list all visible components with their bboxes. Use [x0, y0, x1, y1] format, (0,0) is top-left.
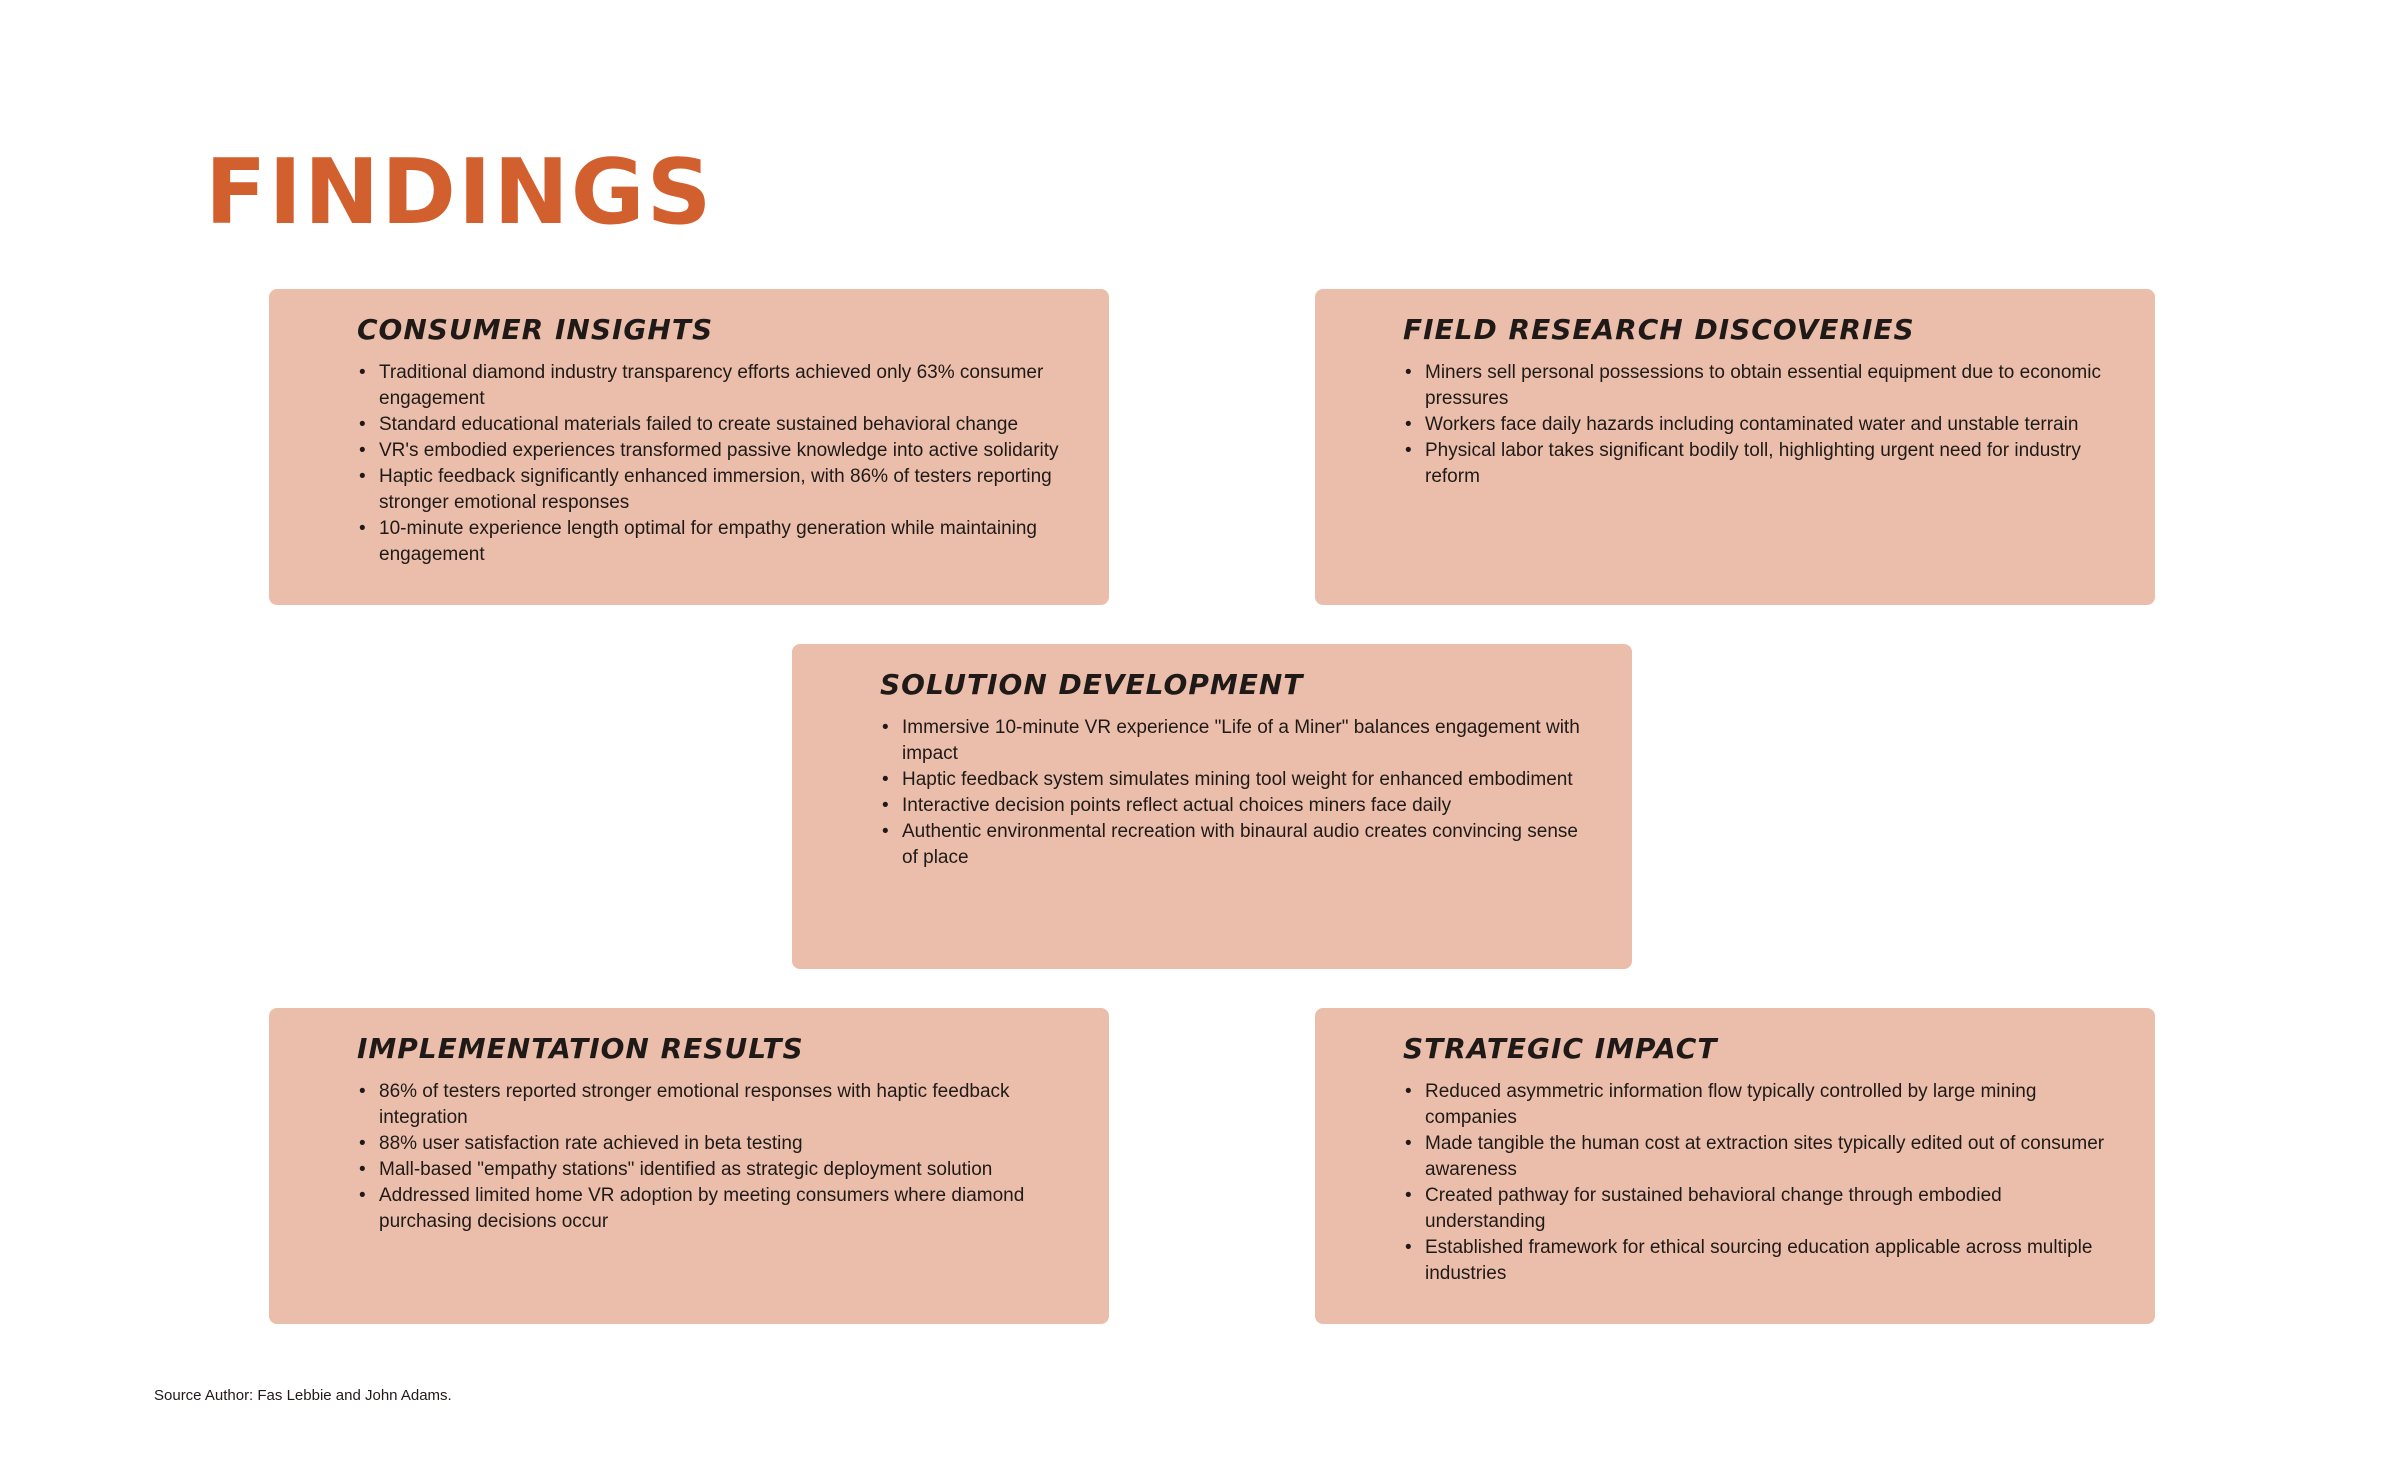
page-title: FINDINGS: [205, 140, 714, 245]
card-heading: IMPLEMENTATION RESULTS: [357, 1032, 804, 1065]
list-item: • Traditional diamond industry transparency efforts achieved only 63% consumer engagement: [357, 360, 1059, 412]
list-item: • Workers face daily hazards including contaminated water and unstable terrain: [1403, 412, 2105, 438]
consumer-insights-card: [269, 289, 1109, 605]
bullet-list: [1403, 1079, 2105, 1287]
card-heading: STRATEGIC IMPACT: [1403, 1032, 1718, 1065]
list-item: • Established framework for ethical sourcing education applicable across multiple industries: [1403, 1235, 2105, 1287]
solution-development-card: [792, 644, 1632, 969]
card-heading: CONSUMER INSIGHTS: [357, 313, 714, 346]
list-item: • 10-minute experience length optimal for empathy generation while maintaining engagement: [357, 516, 1059, 568]
list-item: • Miners sell personal possessions to obtain essential equipment due to economic pressures: [1403, 360, 2105, 412]
list-item: • Haptic feedback significantly enhanced immersion, with 86% of testers reporting stronger emotional responses: [357, 464, 1059, 516]
list-item: • 88% user satisfaction rate achieved in beta testing: [357, 1131, 1059, 1157]
list-item: • Haptic feedback system simulates mining tool weight for enhanced embodiment: [880, 767, 1582, 793]
list-item: • Reduced asymmetric information flow typically controlled by large mining companies: [1403, 1079, 2105, 1131]
card-heading: SOLUTION DEVELOPMENT: [880, 668, 1304, 701]
list-item: • Physical labor takes significant bodily toll, highlighting urgent need for industry reform: [1403, 438, 2105, 490]
list-item: • Made tangible the human cost at extraction sites typically edited out of consumer awareness: [1403, 1131, 2105, 1183]
bullet-list: [357, 360, 1059, 568]
bullet-list: [357, 1079, 1059, 1235]
list-item: • Addressed limited home VR adoption by meeting consumers where diamond purchasing decisions occur: [357, 1183, 1059, 1235]
list-item: • Created pathway for sustained behavioral change through embodied understanding: [1403, 1183, 2105, 1235]
bullet-list: [880, 715, 1582, 871]
list-item: • Immersive 10-minute VR experience "Life of a Miner" balances engagement with impact: [880, 715, 1582, 767]
list-item: • 86% of testers reported stronger emotional responses with haptic feedback integration: [357, 1079, 1059, 1131]
field-research-card: [1315, 289, 2155, 605]
list-item: • Mall-based "empathy stations" identified as strategic deployment solution: [357, 1157, 1059, 1183]
card-heading: FIELD RESEARCH DISCOVERIES: [1403, 313, 1915, 346]
list-item: • Interactive decision points reflect actual choices miners face daily: [880, 793, 1582, 819]
strategic-impact-card: [1315, 1008, 2155, 1324]
implementation-results-card: [269, 1008, 1109, 1324]
list-item: • Authentic environmental recreation with binaural audio creates convincing sense of place: [880, 819, 1582, 871]
list-item: • VR's embodied experiences transformed passive knowledge into active solidarity: [357, 438, 1059, 464]
source-attribution: Source Author: Fas Lebbie and John Adams.: [154, 1387, 452, 1404]
bullet-list: [1403, 360, 2105, 490]
list-item: • Standard educational materials failed to create sustained behavioral change: [357, 412, 1059, 438]
